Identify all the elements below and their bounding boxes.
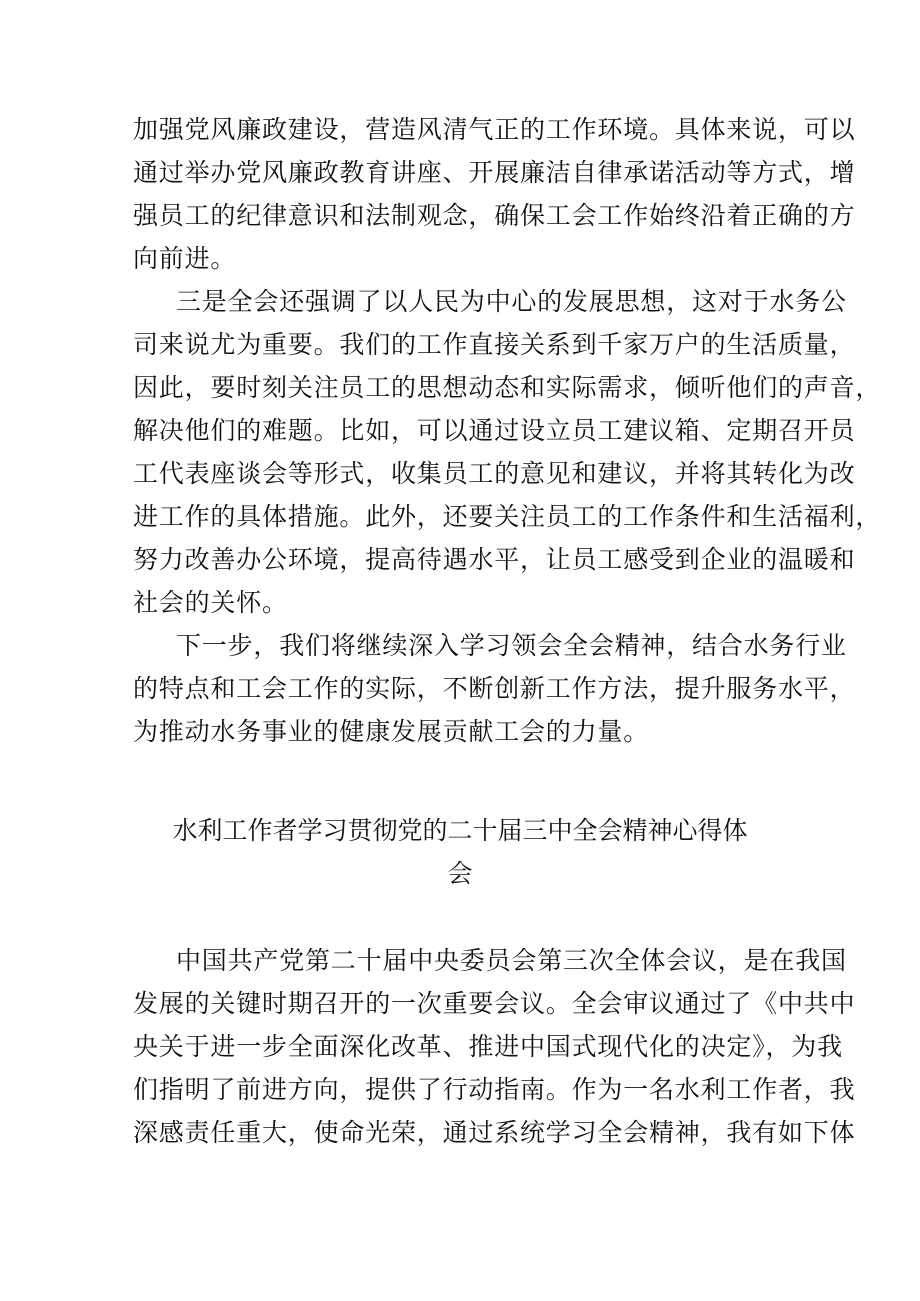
text-line: 中国共产党第二十届中央委员会第三次全体会议，是在我国 (176, 946, 847, 975)
text-line: 社会的关怀。 (133, 588, 288, 617)
text-line: 司来说尤为重要。我们的工作直接关系到千家万户的生活质量， (133, 330, 856, 359)
text-line: 发展的关键时期召开的一次重要会议。全会审议通过了《中共中 (133, 989, 856, 1018)
text-line: 的特点和工会工作的实际，不断创新工作方法，提升服务水平， (133, 674, 856, 703)
text-line: 下一步，我们将继续深入学习领会全会精神，结合水务行业 (176, 631, 847, 660)
text-line: 工代表座谈会等形式，收集员工的意见和建议，并将其转化为改 (133, 459, 856, 488)
text-line: 央关于进一步全面深化改革、推进中国式现代化的决定》，为我 (133, 1032, 843, 1061)
text-line: 为推动水务事业的健康发展贡献工会的力量。 (133, 717, 650, 746)
text-line: 进工作的具体措施。此外，还要关注员工的工作条件和生活福利， (133, 502, 882, 531)
text-line: 三是全会还强调了以人民为中心的发展思想，这对于水务公 (176, 287, 847, 316)
text-line: 向前进。 (133, 244, 237, 273)
text-line: 因此，要时刻关注员工的思想动态和实际需求，倾听他们的声音， (133, 373, 882, 402)
title-line: 水利工作者学习贯彻党的二十届三中全会精神心得体 (172, 816, 748, 845)
text-line: 努力改善办公环境，提高待遇水平，让员工感受到企业的温暖和 (133, 545, 856, 574)
text-line: 们指明了前进方向，提供了行动指南。作为一名水利工作者，我 (133, 1075, 856, 1104)
text-line: 强员工的纪律意识和法制观念，确保工会工作始终沿着正确的方 (133, 201, 856, 230)
text-line: 加强党风廉政建设，营造风清气正的工作环境。具体来说，可以 (133, 115, 856, 144)
text-line: 深感责任重大，使命光荣，通过系统学习全会精神，我有如下体 (133, 1118, 856, 1147)
text-line: 通过举办党风廉政教育讲座、开展廉洁自律承诺活动等方式，增 (133, 158, 856, 187)
title-line: 会 (447, 859, 473, 888)
text-line: 解决他们的难题。比如，可以通过设立员工建议箱、定期召开员 (133, 416, 856, 445)
